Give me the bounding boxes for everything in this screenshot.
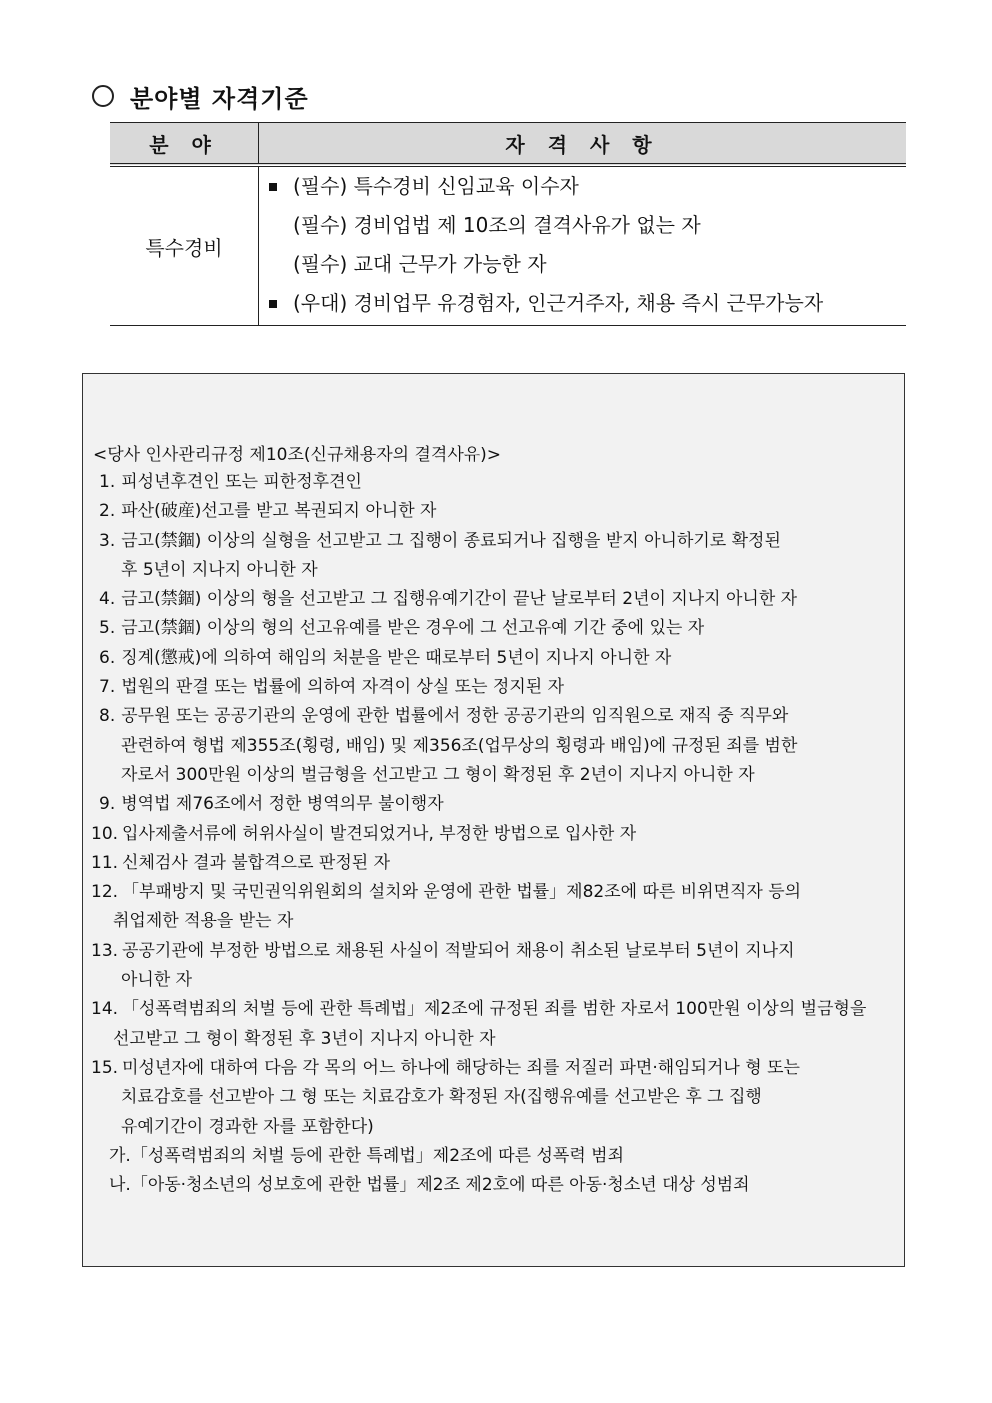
item-number: 5.	[99, 618, 116, 639]
item-text: 신체검사 결과 불합격으로 판정된 자	[122, 852, 390, 873]
item-number: 14.	[91, 999, 119, 1020]
regulation-line	[91, 966, 896, 995]
square-bullet-icon	[269, 183, 277, 191]
item-text: 금고(禁錮) 이상의 실형을 선고받고 그 집행이 종료되거나 집행을 받지 아니하기로 확정된	[121, 530, 781, 551]
item-text: 치료감호를 선고받아 그 형 또는 치료감호가 확정된 자(집행유예를 선고받은 후 그 집행	[121, 1087, 762, 1108]
item-number: 8.	[99, 706, 116, 727]
circle-icon	[92, 85, 114, 107]
item-number: 12.	[91, 882, 119, 903]
item-text: 금고(禁錮) 이상의 형을 선고받고 그 집행유예기간이 끝난 날로부터 2년이 지나지 아니한 자	[121, 589, 798, 610]
item-number: 7.	[99, 677, 116, 698]
regulation-title: <당사 인사관리규정 제10조(신규채용자의 결격사유)>	[93, 445, 502, 465]
regulation-line	[91, 878, 896, 907]
regulation-line	[91, 761, 896, 790]
regulation-line	[91, 497, 896, 526]
item-number: 10.	[91, 823, 119, 844]
requirement-item: (필수) 특수경비 신임교육 이수자	[267, 167, 906, 206]
requirement-item: (필수) 교대 근무가 가능한 자	[293, 252, 547, 276]
item-text: 선고받고 그 형이 확정된 후 3년이 지나지 아니한 자	[113, 1028, 496, 1049]
item-text: 법원의 판결 또는 법률에 의하여 자격이 상실 또는 정지된 자	[121, 677, 564, 698]
item-text: 「부패방지 및 국민권익위원회의 설치와 운영에 관한 법률」제82조에 따른 비위면직자 등의	[122, 882, 802, 903]
item-text: 파산(破産)선고를 받고 복권되지 아니한 자	[121, 501, 437, 522]
item-number: 4.	[99, 589, 116, 610]
item-text: 금고(禁錮) 이상의 형의 선고유예를 받은 경우에 그 선고유예 기간 중에 있는 자	[121, 618, 705, 639]
item-text: 병역법 제76조에서 정한 병역의무 불이행자	[121, 794, 444, 815]
item-text: 유예기간이 경과한 자를 포함한다)	[121, 1116, 374, 1137]
item-text: 공공기관에 부정한 방법으로 채용된 사실이 적발되어 채용이 취소된 날로부터 5년이 지나지	[122, 940, 795, 961]
header-field: 분 야	[110, 123, 259, 166]
item-text: 「성폭력범죄의 처벌 등에 관한 특례법」제2조에 따른 성폭력 범죄	[130, 1145, 625, 1166]
regulation-line	[91, 1113, 896, 1142]
square-bullet-icon	[269, 300, 277, 308]
requirements-cell	[259, 165, 907, 326]
item-text: 공무원 또는 공공기관의 운영에 관한 법률에서 정한 공공기관의 임직원으로 재직 중 직무와	[121, 706, 789, 727]
regulation-line	[91, 820, 896, 849]
item-text: 아니한 자	[121, 970, 193, 991]
item-text: 「아동·청소년의 성보호에 관한 법률」제2조 제2호에 따른 아동·청소년 대상 성범죄	[130, 1175, 750, 1196]
regulation-line	[91, 937, 896, 966]
table-header-row	[110, 123, 906, 166]
regulation-list	[91, 468, 896, 1200]
requirement-item: (필수) 경비업법 제 10조의 결격사유가 없는 자	[293, 213, 701, 237]
regulation-line	[91, 556, 896, 585]
regulation-line	[91, 1142, 896, 1171]
item-text: 「성폭력범죄의 처벌 등에 관한 특례법」제2조에 규정된 죄를 범한 자로서 100만원 이상의 벌금형을	[122, 999, 867, 1020]
regulation-line	[91, 995, 896, 1024]
regulation-line	[91, 702, 896, 731]
item-number: 1.	[99, 472, 116, 492]
regulation-line	[91, 585, 896, 614]
regulation-line	[91, 732, 896, 761]
item-number: 11.	[91, 852, 119, 873]
regulation-line	[91, 1171, 896, 1200]
item-text: 입사제출서류에 허위사실이 발견되었거나, 부정한 방법으로 입사한 자	[122, 823, 637, 844]
regulation-line	[91, 907, 896, 936]
item-number: 2.	[99, 501, 116, 522]
regulation-line	[91, 1025, 896, 1054]
regulation-line	[91, 644, 896, 673]
item-text: 관련하여 형법 제355조(횡령, 배임) 및 제356조(업무상의 횡령과 배임)에 규정된 죄를 범한	[121, 735, 798, 756]
requirement-item: (우대) 경비업무 유경험자, 인근거주자, 채용 즉시 근무가능자	[267, 284, 906, 323]
section-title: 분야별 자격기준	[130, 83, 309, 113]
item-number: 6.	[99, 647, 116, 668]
item-number: 나.	[109, 1175, 131, 1196]
item-number: 가.	[109, 1145, 131, 1166]
item-text: 피성년후견인 또는 피한정후견인	[121, 472, 362, 492]
item-text: 후 5년이 지나지 아니한 자	[121, 559, 318, 580]
regulation-line	[91, 673, 896, 702]
regulation-line	[91, 1083, 896, 1112]
regulation-line	[91, 1054, 896, 1083]
item-text: 자로서 300만원 이상의 벌금형을 선고받고 그 형이 확정된 후 2년이 지나지 아니한 자	[121, 764, 755, 785]
regulation-line	[91, 790, 896, 819]
regulation-line	[91, 614, 896, 643]
item-text: 미성년자에 대하여 다음 각 목의 어느 하나에 해당하는 죄를 저질러 파면·해임되거나 형 또는	[122, 1057, 800, 1078]
regulation-box	[82, 373, 905, 1267]
item-number: 13.	[91, 940, 119, 961]
item-number: 3.	[99, 530, 116, 551]
item-text: 징계(懲戒)에 의하여 해임의 처분을 받은 때로부터 5년이 지나지 아니한 자	[121, 647, 672, 668]
regulation-line	[91, 468, 896, 497]
header-requirements: 자 격 사 항	[259, 123, 907, 166]
regulation-line	[91, 849, 896, 878]
item-number: 9.	[99, 794, 116, 815]
field-name: 특수경비	[110, 165, 259, 326]
qualification-table	[110, 122, 906, 326]
section-heading	[92, 78, 309, 114]
table-row	[110, 165, 906, 326]
item-number: 15.	[91, 1057, 119, 1078]
regulation-line	[91, 527, 896, 556]
item-text: 취업제한 적용을 받는 자	[113, 911, 294, 932]
